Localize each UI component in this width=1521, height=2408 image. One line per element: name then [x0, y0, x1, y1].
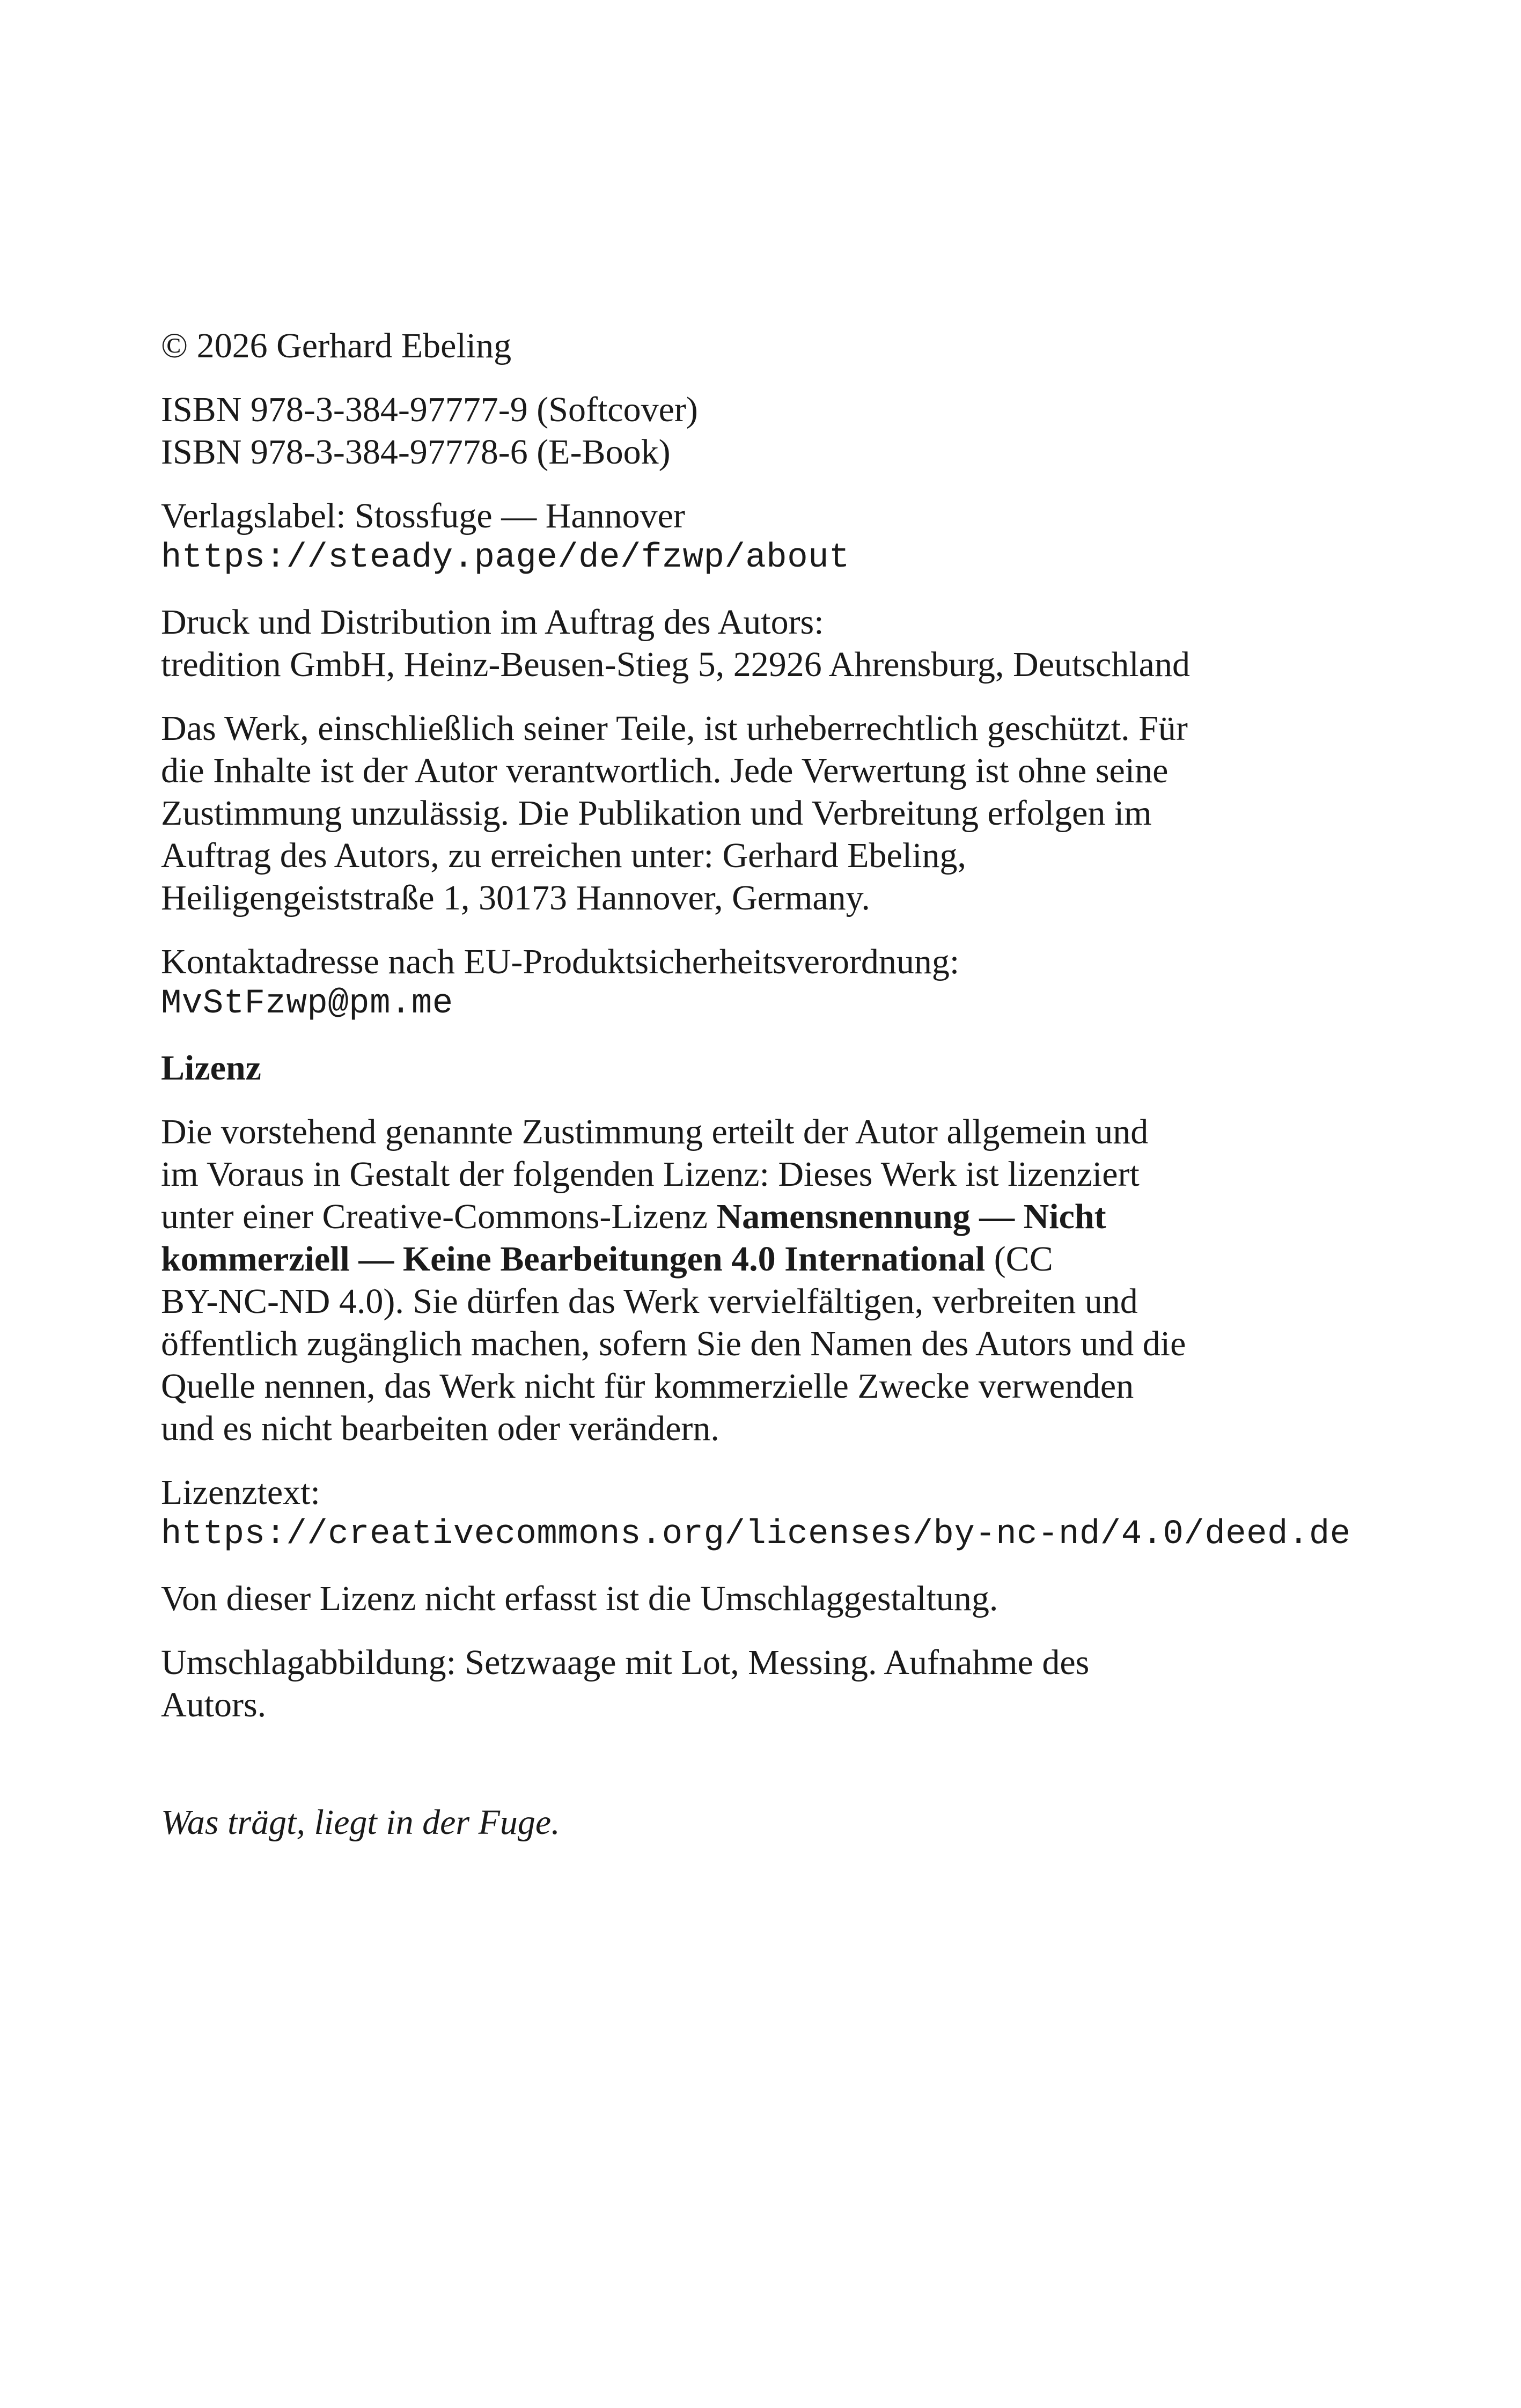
license-line: im Voraus in Gestalt der folgenden Lizenz: Dieses Werk ist lizenziert — [161, 1155, 1140, 1194]
cover-credit-line: Umschlagabbildung: Setzwaage mit Lot, Messing. Aufnahme des — [161, 1643, 1090, 1682]
license-heading: Lizenz — [161, 1048, 261, 1088]
license-text-block — [161, 1471, 1368, 1556]
contact-label: Kontaktadresse nach EU-Produktsicherheitsverordnung: — [161, 942, 960, 981]
publisher-url[interactable]: https://steady.page/de/fzwp/about — [161, 539, 850, 577]
license-name-bold: kommerziell — Keine Bearbeitungen 4.0 International — [161, 1239, 986, 1279]
rights-line: Heiligengeiststraße 1, 30173 Hannover, Germany. — [161, 878, 870, 917]
license-line-plain: unter einer Creative-Commons-Lizenz — [161, 1197, 717, 1236]
license-line — [161, 1195, 1368, 1238]
license-line: BY-NC-ND 4.0). Sie dürfen das Werk vervielfältigen, verbreiten und — [161, 1282, 1138, 1321]
rights-line: die Inhalte ist der Autor verantwortlich. Jede Verwertung ist ohne seine — [161, 751, 1169, 790]
copyright-notice — [161, 325, 1368, 367]
license-line: und es nicht bearbeiten oder verändern. — [161, 1409, 719, 1448]
distribution-line-2: tredition GmbH, Heinz-Beusen-Stieg 5, 22926 Ahrensburg, Deutschland — [161, 645, 1190, 684]
distribution-block — [161, 601, 1368, 686]
license-line: Quelle nennen, das Werk nicht für kommerzielle Zwecke verwenden — [161, 1367, 1134, 1406]
rights-line: Das Werk, einschließlich seiner Teile, ist urheberrechtlich geschützt. Für — [161, 709, 1188, 748]
license-exclusion-text: Von dieser Lizenz nicht erfasst ist die Umschlaggestaltung. — [161, 1579, 998, 1618]
distribution-line-1: Druck und Distribution im Auftrag des Autors: — [161, 603, 824, 642]
contact-email[interactable]: MvStFzwp@pm.me — [161, 985, 453, 1023]
isbn-block — [161, 388, 1368, 473]
cover-credit-line: Autors. — [161, 1685, 267, 1724]
motto: Was trägt, liegt in der Fuge. — [161, 1803, 560, 1842]
imprint-page — [161, 325, 1368, 1865]
license-line: Die vorstehend genannte Zustimmung erteilt der Autor allgemein und — [161, 1112, 1149, 1151]
rights-line: Auftrag des Autors, zu erreichen unter: Gerhard Ebeling, — [161, 836, 966, 875]
copyright-text: © 2026 Gerhard Ebeling — [161, 326, 512, 365]
rights-paragraph — [161, 707, 1368, 919]
license-text-url[interactable]: https://creativecommons.org/licenses/by-nc-nd/4.0/deed.de — [161, 1515, 1351, 1554]
rights-line: Zustimmung unzulässig. Die Publikation und Verbreitung erfolgen im — [161, 794, 1152, 833]
isbn-ebook: ISBN 978-3-384-97778-6 (E-Book) — [161, 432, 671, 472]
isbn-softcover: ISBN 978-3-384-97777-9 (Softcover) — [161, 390, 698, 429]
cover-credit — [161, 1641, 1368, 1726]
license-line: öffentlich zugänglich machen, sofern Sie den Namen des Autors und die — [161, 1324, 1186, 1363]
license-text-label: Lizenztext: — [161, 1473, 320, 1512]
license-exclusion — [161, 1577, 1368, 1620]
contact-block — [161, 941, 1368, 1025]
license-line-plain: (CC — [985, 1239, 1053, 1279]
publisher-label: Verlagslabel: Stossfuge — Hannover — [161, 496, 685, 535]
license-paragraph — [161, 1111, 1368, 1450]
license-line — [161, 1238, 1368, 1280]
publisher-label-block — [161, 495, 1368, 579]
license-name-bold: Namensnennung — Nicht — [716, 1197, 1106, 1236]
